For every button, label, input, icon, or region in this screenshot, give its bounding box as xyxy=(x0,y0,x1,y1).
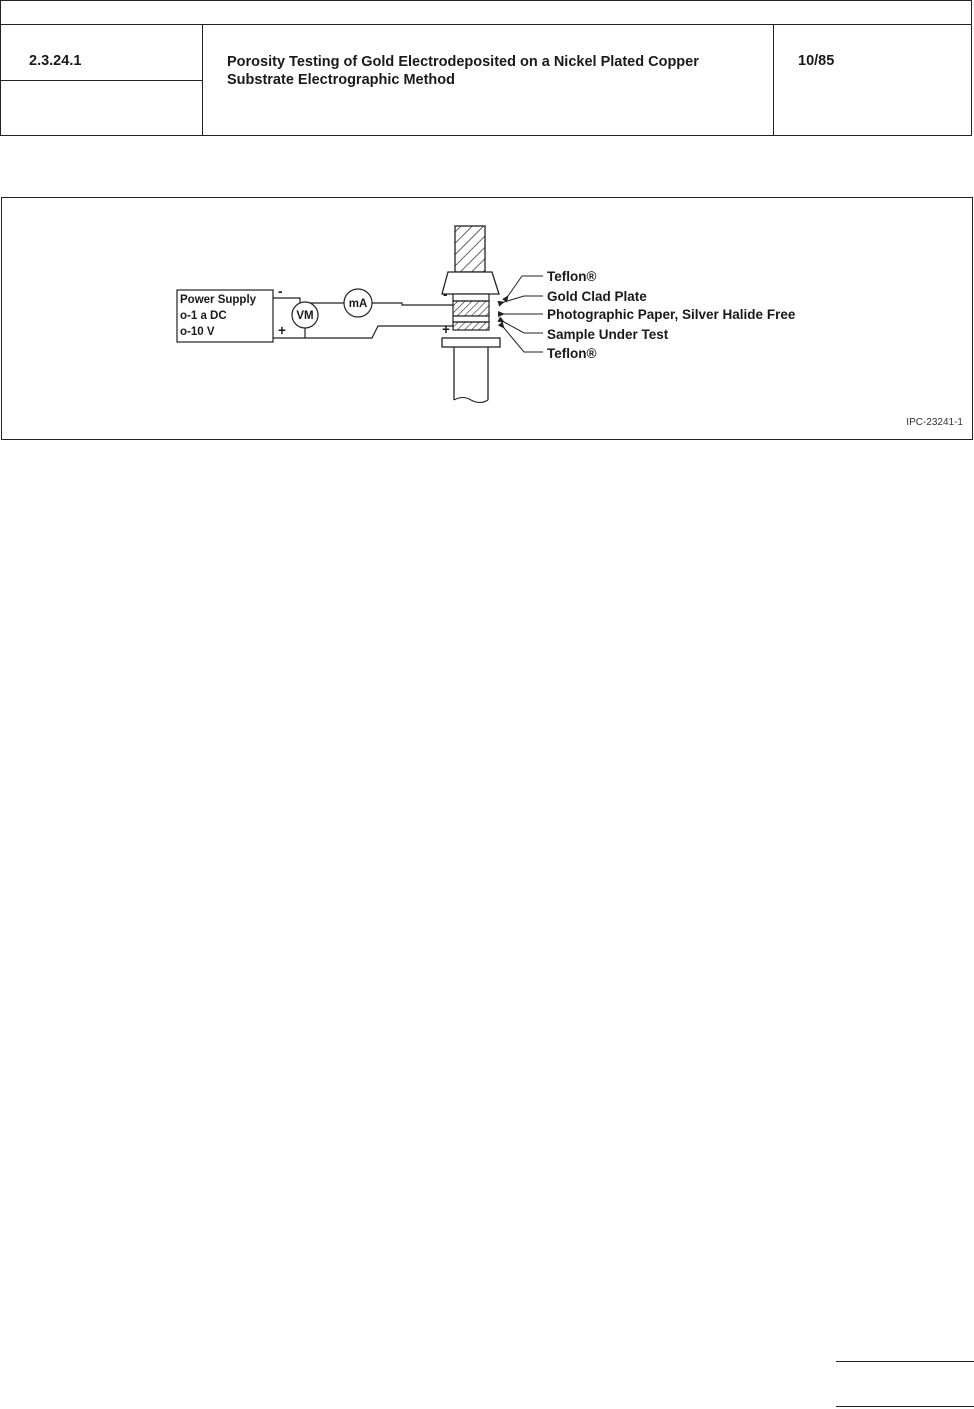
top-teflon-block xyxy=(442,272,499,294)
figure-id: IPC-23241-1 xyxy=(906,417,963,428)
date-cell xyxy=(774,25,971,136)
test-apparatus-diagram xyxy=(2,198,974,441)
negative-wire-b xyxy=(372,303,453,305)
gold-clad-plate xyxy=(453,294,489,301)
sample-layer-hatched xyxy=(453,322,489,330)
revision-date: 10/85 xyxy=(798,53,835,69)
power-supply-current: o-1 a DC xyxy=(180,310,227,322)
document-header xyxy=(0,0,972,136)
label-teflon-bottom: Teflon® xyxy=(547,346,597,361)
label-sample-under-test: Sample Under Test xyxy=(547,327,669,342)
leader-teflon-bottom xyxy=(504,328,543,352)
label-teflon-top: Teflon® xyxy=(547,269,597,284)
leader-gold-clad xyxy=(504,296,543,302)
leader-teflon-top xyxy=(508,276,543,296)
sample-under-test xyxy=(453,316,489,322)
minus-sign-supply: - xyxy=(278,284,283,299)
voltmeter-label: VM xyxy=(296,310,314,322)
plus-sign-supply: + xyxy=(278,323,286,338)
test-method-number: 2.3.24.1 xyxy=(29,53,82,69)
figure-frame xyxy=(1,197,973,440)
footer-rule-bottom xyxy=(836,1406,974,1407)
number-cell xyxy=(1,25,203,81)
label-photographic-paper: Photographic Paper, Silver Halide Free xyxy=(547,307,796,322)
number-cell-lower xyxy=(1,81,203,136)
power-supply-voltage: o-10 V xyxy=(180,326,215,338)
plus-sign-stack: + xyxy=(442,322,450,337)
title-cell xyxy=(203,25,774,136)
lower-electrode-rod xyxy=(454,347,488,400)
header-top-strip xyxy=(1,1,971,25)
power-supply-label: Power Supply xyxy=(180,294,257,306)
label-gold-clad-plate: Gold Clad Plate xyxy=(547,289,647,304)
photographic-paper xyxy=(453,301,489,316)
bottom-teflon-block xyxy=(442,338,500,347)
positive-wire xyxy=(273,326,453,338)
upper-electrode-rod xyxy=(455,226,485,272)
leader-sample xyxy=(504,322,543,333)
test-method-title: Porosity Testing of Gold Electrodeposited on a Nickel Plated Copper Substrate Electrographic Method xyxy=(227,54,699,88)
footer-rule-top xyxy=(836,1361,974,1362)
rod-break-mark xyxy=(454,398,488,403)
milliammeter-label: mA xyxy=(348,298,368,310)
